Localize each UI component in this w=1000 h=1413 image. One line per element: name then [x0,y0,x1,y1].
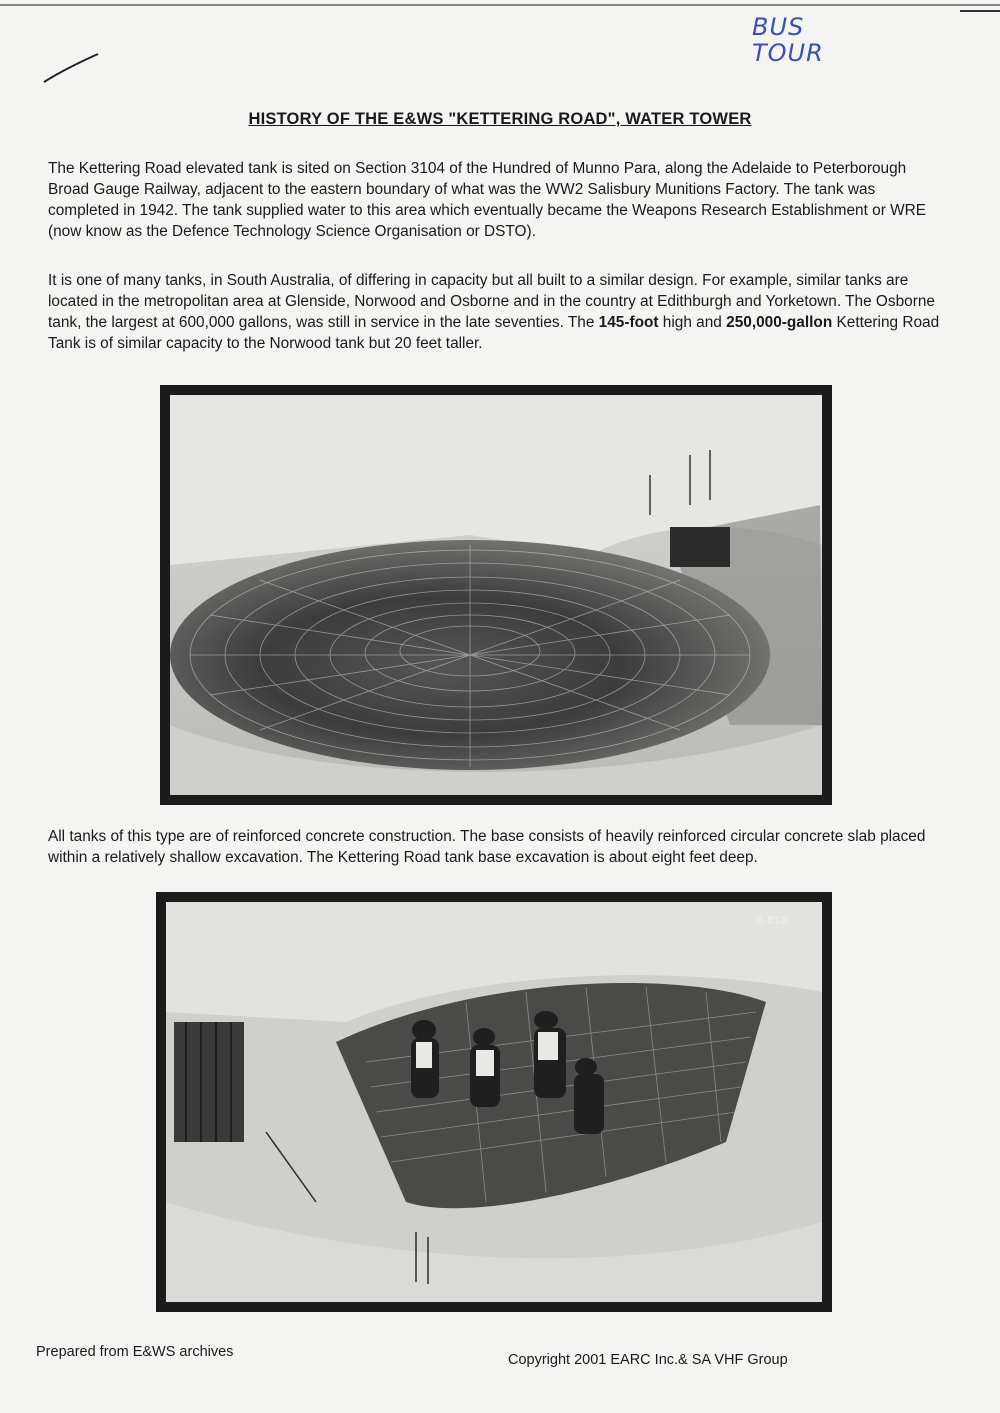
footer-copyright: Copyright 2001 EARC Inc.& SA VHF Group [508,1352,788,1368]
photo-workers-reinforcement [156,892,832,1312]
annotation-line2: TOUR [752,39,824,67]
photo-tank-base-image [170,395,822,795]
height-figure: 145-foot [598,314,659,331]
paragraph-construction: All tanks of this type are of reinforced concrete construction. The base consists of heavily reinforced circular concrete slab placed within a relatively shallow excavation. The Kettering Road tank base excavation is about eight feet deep. [48,828,926,866]
pen-stroke-mark [40,52,102,86]
paragraph2-text-3: Kettering Road Tank is of similar capacity to the Norwood tank but 20 feet taller. [48,314,940,352]
footer-source: Prepared from E&WS archives [36,1344,234,1360]
scan-edge-line [0,4,1000,6]
paragraph-tank-design [48,270,948,354]
photo-tank-base-reinforcement [160,385,832,805]
annotation-line1: BUS [752,13,805,41]
photo-workers-image [166,902,822,1302]
handwritten-annotation [752,14,862,66]
photo-reference-mark: 6-818 [756,914,788,927]
capacity-figure: 250,000-gallon [726,314,833,331]
paragraph-location: The Kettering Road elevated tank is sited on Section 3104 of the Hundred of Munno Para, along the Adelaide to Peterborough Broad Gauge Railway, adjacent to the eastern boundary of what was the WW2 Salisbury Munitions Factory. The tank was completed in 1942. The tank supplied water to this area which eventually became the Weapons Research Establishment or WRE (now know as the Defence Technology Science Organisation or DSTO). [48,160,927,240]
document-title: HISTORY OF THE E&WS "KETTERING ROAD", WATER TOWER [248,110,752,128]
scan-edge-mark [960,10,1000,12]
paragraph2-text-1: It is one of many tanks, in South Australia, of differing in capacity but all built to a similar design. For example, similar tanks are located in the metropolitan area at Glenside, Norwood and Osborne and in the country at Edithburgh and Yorketown. The Osborne tank, the largest at 600,000 gallons, was still in service in the late seventies. The [48,272,935,331]
paragraph2-text-2: high and [658,314,727,331]
